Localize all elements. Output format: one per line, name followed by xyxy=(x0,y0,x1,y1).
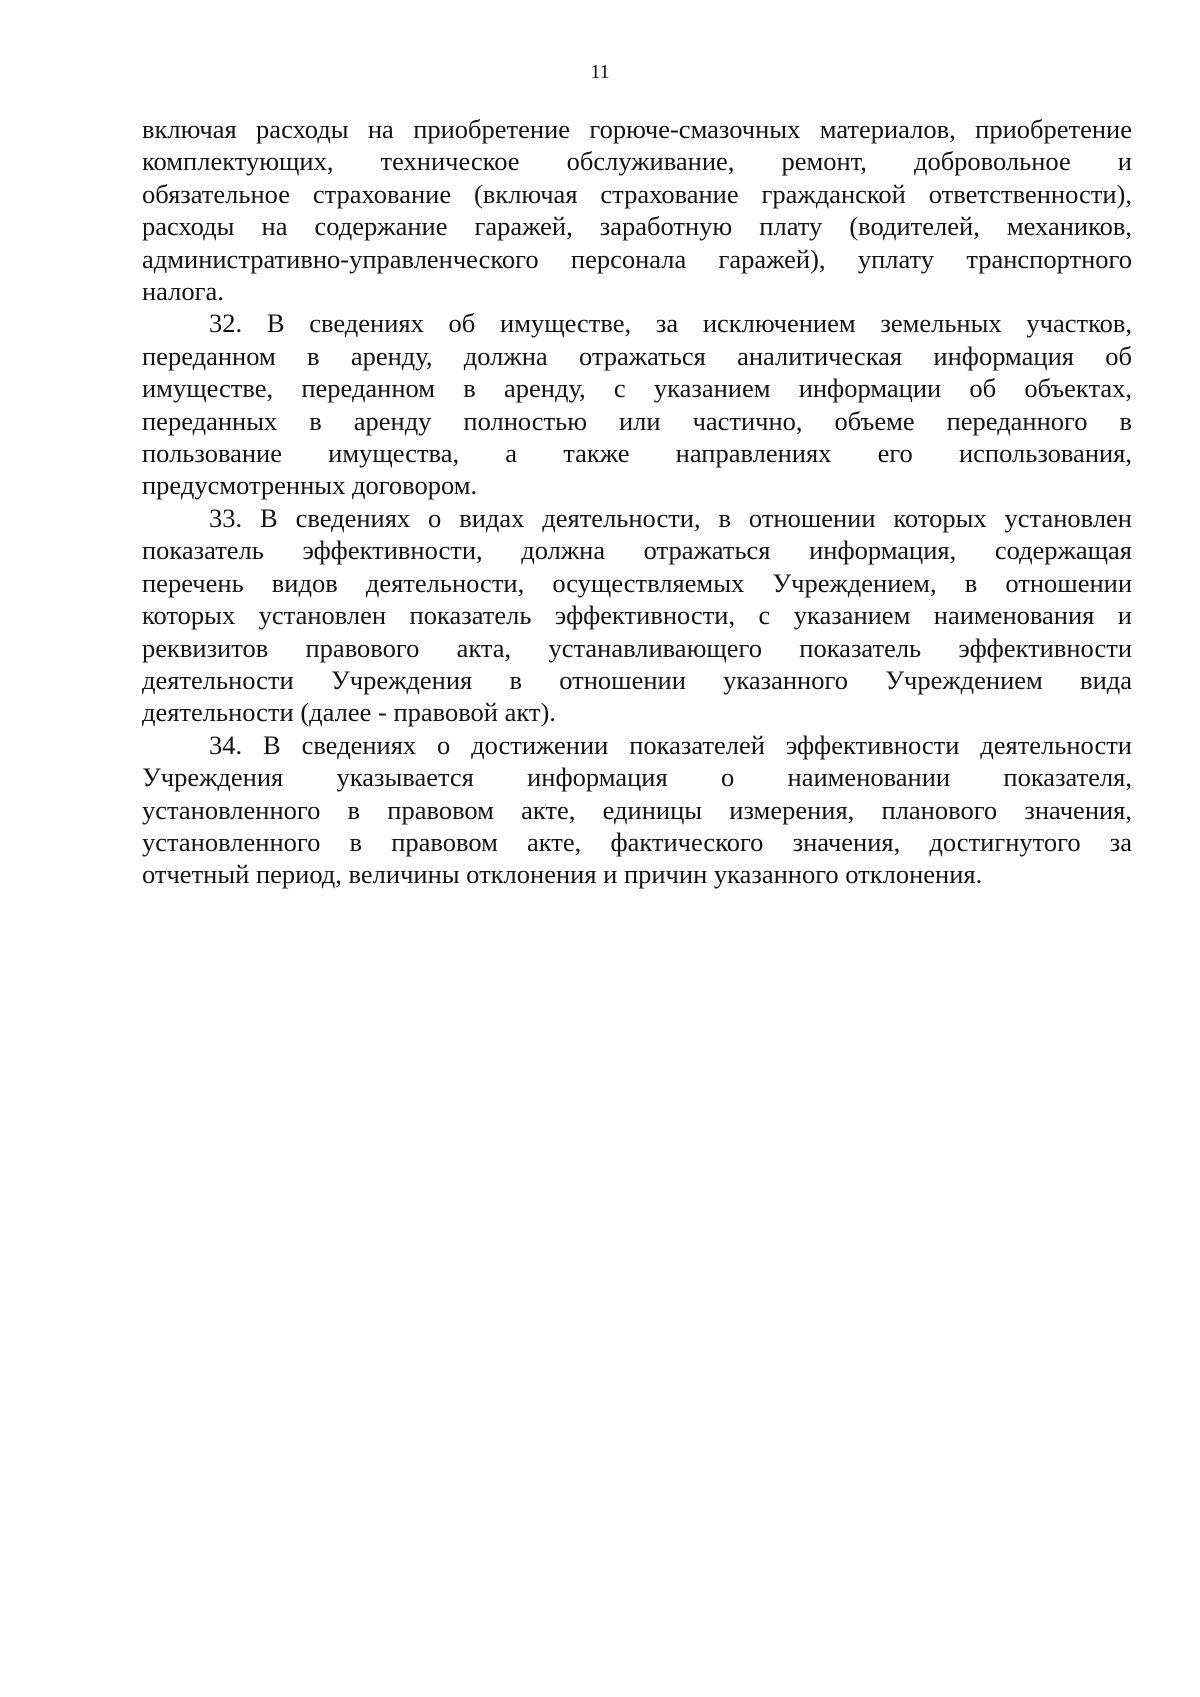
text-line: 34. В сведениях о достижении показателей эффективности деятельности xyxy=(209,729,1132,760)
text-line: Учреждения указывается информация о наименовании показателя, xyxy=(142,762,1132,793)
text-line: 33. В сведениях о видах деятельности, в отношении которых установлен xyxy=(209,502,1132,533)
page-number: 11 xyxy=(590,61,610,83)
text-line: перечень видов деятельности, осуществляемых Учреждением, в отношении xyxy=(142,567,1132,598)
text-line: имуществе, переданном в аренду, с указанием информации об объектах, xyxy=(142,373,1132,404)
text-line: отчетный период, величины отклонения и причин указанного отклонения. xyxy=(142,859,983,890)
text-line: расходы на содержание гаражей, заработную плату (водителей, механиков, xyxy=(142,211,1132,242)
document-body xyxy=(142,113,1132,891)
text-line: показатель эффективности, должна отражаться информация, содержащая xyxy=(142,535,1132,566)
text-line: переданном в аренду, должна отражаться аналитическая информация об xyxy=(142,340,1132,371)
text-line: налога. xyxy=(142,276,224,307)
text-line: предусмотренных договором. xyxy=(142,470,478,501)
text-line: деятельности (далее - правовой акт). xyxy=(142,697,556,728)
paragraph-32 xyxy=(142,307,1132,501)
paragraph-continuation xyxy=(142,113,1132,307)
text-line: пользование имущества, а также направлениях его использования, xyxy=(142,438,1132,469)
text-line: деятельности Учреждения в отношении указанного Учреждением вида xyxy=(142,664,1132,695)
text-line: реквизитов правового акта, устанавливающего показатель эффективности xyxy=(142,632,1132,663)
text-line: которых установлен показатель эффективности, с указанием наименования и xyxy=(142,600,1132,631)
text-line: 32. В сведениях об имуществе, за исключением земельных участков, xyxy=(209,308,1132,339)
text-line: административно-управленческого персонала гаражей), уплату транспортного xyxy=(142,243,1132,274)
text-line: установленного в правовом акте, фактического значения, достигнутого за xyxy=(142,826,1132,857)
text-line: комплектующих, техническое обслуживание, ремонт, добровольное и xyxy=(142,146,1132,177)
paragraph-33 xyxy=(142,502,1132,729)
paragraph-34 xyxy=(142,729,1132,891)
text-line: обязательное страхование (включая страхование гражданской ответственности), xyxy=(142,178,1132,209)
text-line: установленного в правовом акте, единицы измерения, планового значения, xyxy=(142,794,1132,825)
text-line: включая расходы на приобретение горюче-смазочных материалов, приобретение xyxy=(142,114,1132,144)
text-line: переданных в аренду полностью или частично, объеме переданного в xyxy=(142,405,1132,436)
